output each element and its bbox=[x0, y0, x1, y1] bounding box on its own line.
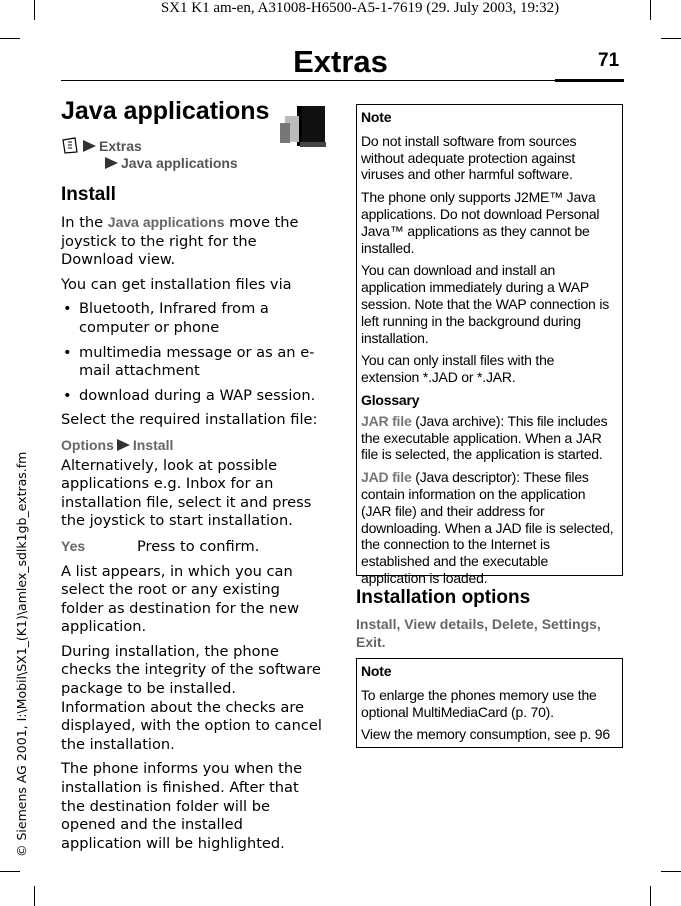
note-text: Do not install software from sources without adequate protection against viruses and other harmful software. bbox=[361, 132, 577, 183]
note-text: To enlarge the phones memory use the optional MultiMediaCard (p. 70). bbox=[361, 686, 597, 720]
crop-mark bbox=[650, 886, 651, 906]
running-head: SX1 K1 am-en, A31008-H6500-A5-1-7619 (29. July 2003, 19:32) bbox=[160, 0, 560, 16]
bullet-list bbox=[61, 300, 325, 405]
glossary-heading: Glossary bbox=[361, 391, 420, 408]
margin-text: © Siemens AG 2001, I:\Mobil\SX1_(K1)\amlex_sdlk1gb_extras.fm bbox=[14, 451, 29, 857]
nav-java-applications: Java applications bbox=[121, 155, 238, 171]
nav-extras: Extras bbox=[99, 138, 142, 154]
page-number-rule bbox=[555, 79, 624, 82]
note-box bbox=[356, 104, 623, 586]
note-text: You can only install files with the extension *.JAD or *.JAR. bbox=[361, 352, 555, 386]
crop-mark bbox=[650, 0, 651, 20]
java-phone-icon bbox=[280, 106, 326, 148]
paragraph: Select the required installation file: bbox=[61, 411, 318, 429]
paragraph: Alternatively, look at possible applications e.g. Inbox for an installation file, select it and press the joystick to start installation. bbox=[61, 456, 312, 530]
options-list: Install, View details, Delete, Settings, Exit. bbox=[356, 616, 601, 650]
paragraph: During installation, the phone checks the integrity of the software package to be installed. Information about the checks are displayed, with the option to cancel the installation. bbox=[61, 642, 322, 753]
note-text: The phone only supports J2ME™ Java applications. Do not download Personal Java™ applications as they cannot be installed. bbox=[361, 189, 600, 256]
page-number: 71 bbox=[598, 50, 620, 71]
list-item: • download during a WAP session. bbox=[61, 387, 325, 406]
glossary-jad: JAD file (Java descriptor): These files contain information on the application (JAR file) and their address for downloading. When a JAD file is selected, the connection to the Internet is established and the executable application is loaded. bbox=[361, 469, 614, 586]
crop-mark bbox=[34, 886, 35, 906]
note-box-2 bbox=[356, 658, 623, 748]
paragraph: A list appears, in which you can select the root or any existing folder as destination for the new application. bbox=[61, 562, 300, 636]
section-title: Java applications bbox=[61, 97, 270, 125]
page-title: Extras bbox=[293, 44, 388, 79]
header-rule bbox=[61, 80, 624, 81]
note-text: View the memory consumption, see p. 96 bbox=[361, 726, 610, 743]
paragraph: You can get installation files via bbox=[61, 275, 292, 293]
arrow-icon bbox=[83, 140, 96, 152]
paragraph: In the Java applications move the joystick to the right for the Download view. bbox=[61, 214, 299, 269]
install-body bbox=[61, 213, 325, 859]
note-heading: Note bbox=[361, 109, 392, 125]
term-java-applications: Java applications bbox=[107, 214, 225, 230]
crop-mark bbox=[0, 871, 20, 872]
menu-path bbox=[61, 137, 281, 154]
note-heading: Note bbox=[361, 663, 392, 679]
installation-options-heading: Installation options bbox=[356, 587, 531, 608]
crop-mark bbox=[661, 871, 681, 872]
arrow-icon bbox=[105, 157, 118, 169]
list-item: • Bluetooth, Infrared from a computer or phone bbox=[61, 300, 325, 337]
crop-mark bbox=[0, 38, 20, 39]
yes-label: Yes bbox=[61, 537, 86, 554]
glossary-jar: JAR file (Java archive): This file includes the executable application. When a JAR file is selected, the application is started. bbox=[361, 412, 608, 463]
note-text: You can download and install an application immediately during a WAP session. Note that the WAP connection is left running in the background during installation. bbox=[361, 262, 610, 346]
paragraph: The phone informs you when the installation is finished. After that the destination folder will be opened and the installed application will be highlighted. bbox=[61, 760, 303, 852]
crop-mark bbox=[661, 38, 681, 39]
yes-row: Yes Press to confirm. bbox=[61, 537, 260, 555]
menu-path-2 bbox=[105, 155, 238, 171]
install-heading: Install bbox=[61, 184, 116, 205]
list-item: • multimedia message or as an e-mail attachment bbox=[61, 344, 325, 381]
menu-icon bbox=[61, 137, 83, 154]
arrow-icon bbox=[117, 439, 130, 451]
options-path: Options Install bbox=[61, 436, 174, 453]
crop-mark bbox=[34, 0, 35, 20]
